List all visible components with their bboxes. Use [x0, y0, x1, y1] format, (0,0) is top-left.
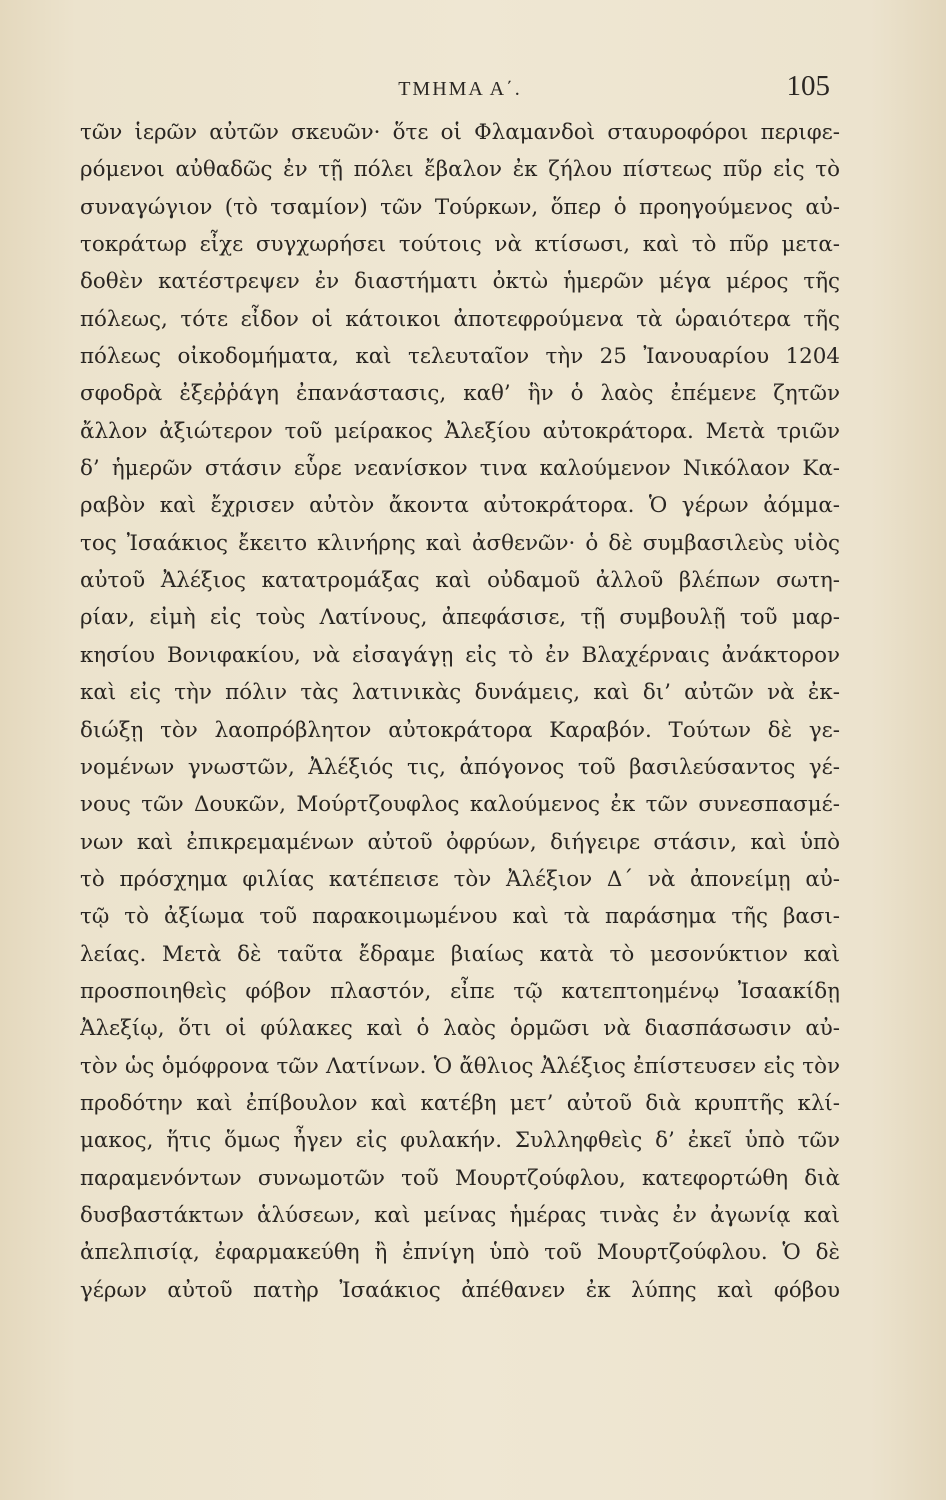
text-line: ρόμενοι αὐθαδῶς ἐν τῇ πόλει ἔβαλον ἐκ ζήλου πίστεως πῦρ εἰς τὸ [80, 157, 840, 183]
text-line: δυσβαστάκτων ἁλύσεων, καὶ μείνας ἡμέρας τινὰς ἐν ἀγωνίᾳ καὶ [80, 1202, 840, 1228]
text-line: προδότην καὶ ἐπίβουλον καὶ κατέβη μετ’ αὐτοῦ διὰ κρυπτῆς κλί- [80, 1090, 840, 1116]
text-line: πόλεως οἰκοδομήματα, καὶ τελευταῖον τὴν 25 Ἰανουαρίου 1204 [80, 344, 840, 370]
text-line: τὸ πρόσχημα φιλίας κατέπεισε τὸν Ἀλέξιον Δ΄ νὰ ἀπονείμῃ αὐ- [80, 866, 840, 892]
text-line: κησίου Βονιφακίου, νὰ εἰσαγάγῃ εἰς τὸ ἐν Βλαχέρναις ἀνάκτορον [80, 642, 840, 668]
text-line: μακος, ἥτις ὅμως ἦγεν εἰς φυλακήν. Συλληφθεὶς δ’ ἐκεῖ ὑπὸ τῶν [80, 1128, 840, 1154]
text-line: νων καὶ ἐπικρεμαμένων αὐτοῦ ὀφρύων, διήγειρε στάσιν, καὶ ὑπὸ [80, 829, 840, 855]
running-head [80, 70, 840, 110]
text-line: προσποιηθεὶς φόβον πλαστόν, εἶπε τῷ κατεπτοημένῳ Ἰσαακίδῃ [80, 978, 840, 1004]
text-line: αὐτοῦ Ἀλέξιος κατατρομάξας καὶ οὐδαμοῦ ἀλλοῦ βλέπων σωτη- [80, 568, 840, 594]
text-line: ἀπελπισίᾳ, ἐφαρμακεύθη ἢ ἐπνίγη ὑπὸ τοῦ Μουρτζούφλου. Ὁ δὲ [80, 1240, 840, 1266]
text-line: παραμενόντων συνωμοτῶν τοῦ Μουρτζούφλου, κατεφορτώθη διὰ [80, 1165, 840, 1191]
text-line: συναγώγιον (τὸ τσαμίον) τῶν Τούρκων, ὅπερ ὁ προηγούμενος αὐ- [80, 194, 840, 220]
text-line: τῷ τὸ ἀξίωμα τοῦ παρακοιμωμένου καὶ τὰ παράσημα τῆς βασι- [80, 904, 840, 930]
text-line: σφοδρὰ ἐξεῤῥάγη ἐπανάστασις, καθ’ ἣν ὁ λαὸς ἐπέμενε ζητῶν [80, 381, 840, 407]
text-line: τος Ἰσαάκιος ἔκειτο κλινήρης καὶ ἀσθενῶν· ὁ δὲ συμβασιλεὺς υἱὸς [80, 530, 840, 556]
text-line: νομένων γνωστῶν, Ἀλέξιός τις, ἀπόγονος τοῦ βασιλεύσαντος γέ- [80, 754, 840, 780]
text-line: ἄλλον ἀξιώτερον τοῦ μείρακος Ἀλεξίου αὐτοκράτορα. Μετὰ τριῶν [80, 418, 840, 444]
text-line: διώξῃ τὸν λαοπρόβλητον αὐτοκράτορα Καραβόν. Τούτων δὲ γε- [80, 717, 840, 743]
text-line: ρίαν, εἰμὴ εἰς τοὺς Λατίνους, ἀπεφάσισε, τῇ συμβουλῇ τοῦ μαρ- [80, 605, 840, 631]
text-line: πόλεως, τότε εἶδον οἱ κάτοικοι ἀποτεφρούμενα τὰ ὡραιότερα τῆς [80, 306, 840, 332]
body-text [80, 114, 840, 1309]
text-line: τῶν ἱερῶν αὐτῶν σκευῶν· ὅτε οἱ Φλαμανδοὶ σταυροφόροι περιφε- [80, 120, 840, 145]
text-line: λείας. Μετὰ δὲ ταῦτα ἔδραμε βιαίως κατὰ τὸ μεσονύκτιον καὶ [80, 941, 840, 967]
text-line: δοθὲν κατέστρεψεν ἐν διαστήματι ὀκτὼ ἡμερῶν μέγα μέρος τῆς [80, 269, 840, 295]
text-line: νους τῶν Δουκῶν, Μούρτζουφλος καλούμενος ἐκ τῶν συνεσπασμέ- [80, 792, 840, 818]
text-line: τὸν ὡς ὁμόφρονα τῶν Λατίνων. Ὁ ἄθλιος Ἀλέξιος ἐπίστευσεν εἰς τὸν [80, 1053, 840, 1079]
text-line: τοκράτωρ εἶχε συγχωρήσει τούτοις νὰ κτίσωσι, καὶ τὸ πῦρ μετα- [80, 232, 840, 258]
text-line: Ἀλεξίῳ, ὅτι οἱ φύλακες καὶ ὁ λαὸς ὁρμῶσι νὰ διασπάσωσιν αὐ- [80, 1016, 840, 1042]
text-line: γέρων αὐτοῦ πατὴρ Ἰσαάκιος ἀπέθανεν ἐκ λύπης καὶ φόβου [80, 1277, 840, 1303]
running-title: ΤΜΗΜΑ Α΄. [398, 78, 522, 100]
text-line: καὶ εἰς τὴν πόλιν τὰς λατινικὰς δυνάμεις, καὶ δι’ αὐτῶν νὰ ἐκ- [80, 680, 840, 706]
text-line: ραβὸν καὶ ἔχρισεν αὐτὸν ἄκοντα αὐτοκράτορα. Ὁ γέρων ἀόμμα- [80, 493, 840, 519]
text-line: δ’ ἡμερῶν στάσιν εὗρε νεανίσκον τινα καλούμενον Νικόλαον Κα- [80, 456, 840, 482]
page-number: 105 [786, 70, 830, 102]
